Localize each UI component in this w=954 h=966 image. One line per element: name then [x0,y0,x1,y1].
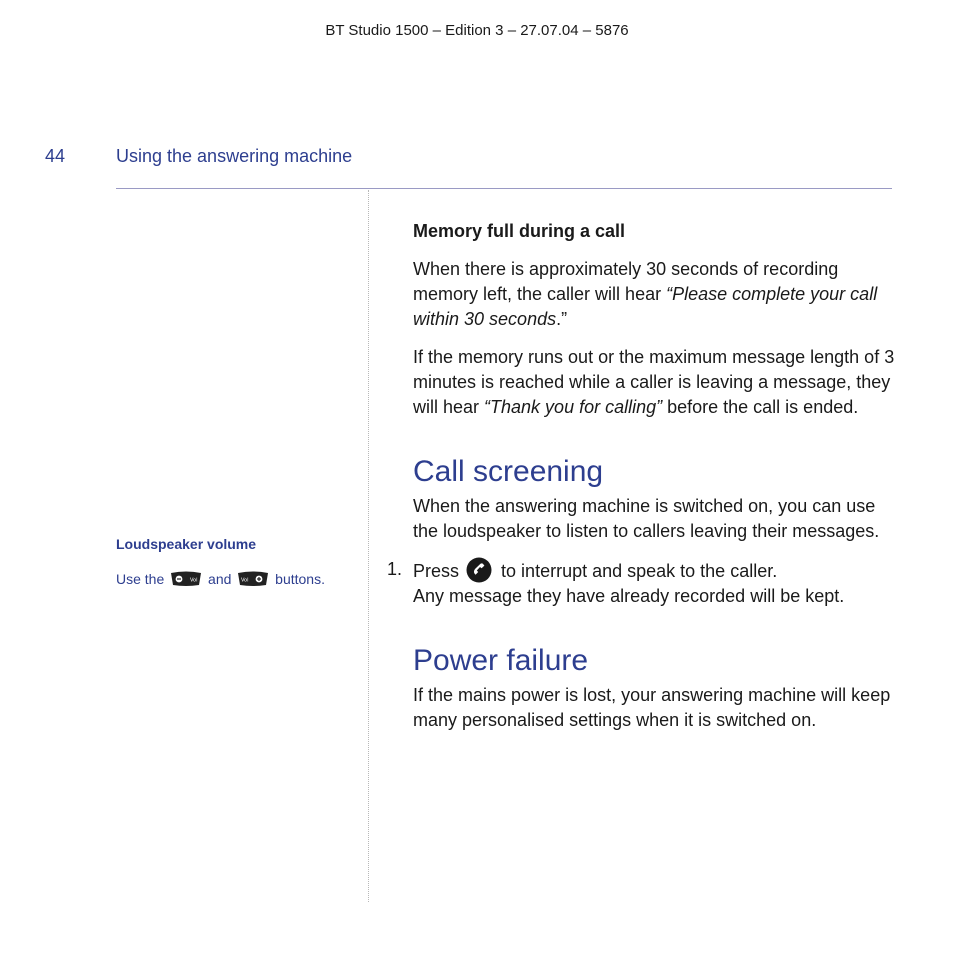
memory-full-p2-quote: “Thank you for calling” [484,397,663,417]
document-reference: BT Studio 1500 – Edition 3 – 27.07.04 – 5876 [325,22,629,39]
memory-full-paragraph-1 [413,257,903,332]
memory-full-heading: Memory full during a call [413,221,626,241]
volume-down-key-icon [170,571,202,587]
memory-full-p2-text: If the memory runs out or the maximum message length of 3 minutes is reached while a caller is leaving a message, they will hear [413,347,895,417]
sidebar-text-prefix: Use the [116,571,165,587]
svg-text:Vol: Vol [190,577,198,584]
svg-text:Vol: Vol [241,577,249,584]
memory-full-p2-end: before the call is ended. [662,397,859,417]
power-failure-heading: Power failure [413,644,589,677]
memory-full-p1-end: .” [556,309,568,329]
memory-full-paragraph-2 [413,345,903,420]
sidebar-text [116,570,356,588]
memory-full-p1-quote: “Please complete your call within 30 seconds [413,284,878,329]
call-screening-step-1 [387,557,903,609]
sidebar-heading: Loudspeaker volume [116,536,257,552]
page-number: 44 [45,146,66,166]
step-note: Any message they have already recorded will be kept. [413,586,845,606]
header-rule [116,188,892,189]
call-screening-heading: Call screening [413,455,604,488]
sidebar-text-suffix: buttons. [275,571,325,587]
call-screening-intro: When the answering machine is switched on, you can use the loudspeaker to listen to callers leaving their messages. [413,496,880,541]
sidebar-note [116,536,356,588]
step-text-before-icon: Press [413,561,460,581]
section-title: Using the answering machine [116,146,353,166]
step-text-after-icon: to interrupt and speak to the caller. [501,561,778,581]
volume-up-key-icon [237,571,269,587]
step-number: 1. [387,559,403,579]
memory-full-p1-text: When there is approximately 30 seconds of recording memory left, the caller will hear [413,259,839,304]
main-content [387,219,903,746]
power-failure-text: If the mains power is lost, your answering machine will keep many personalised settings when it is switched on. [413,685,891,730]
phone-handset-icon [466,557,492,583]
column-divider [368,190,369,902]
sidebar-text-and: and [208,571,232,587]
